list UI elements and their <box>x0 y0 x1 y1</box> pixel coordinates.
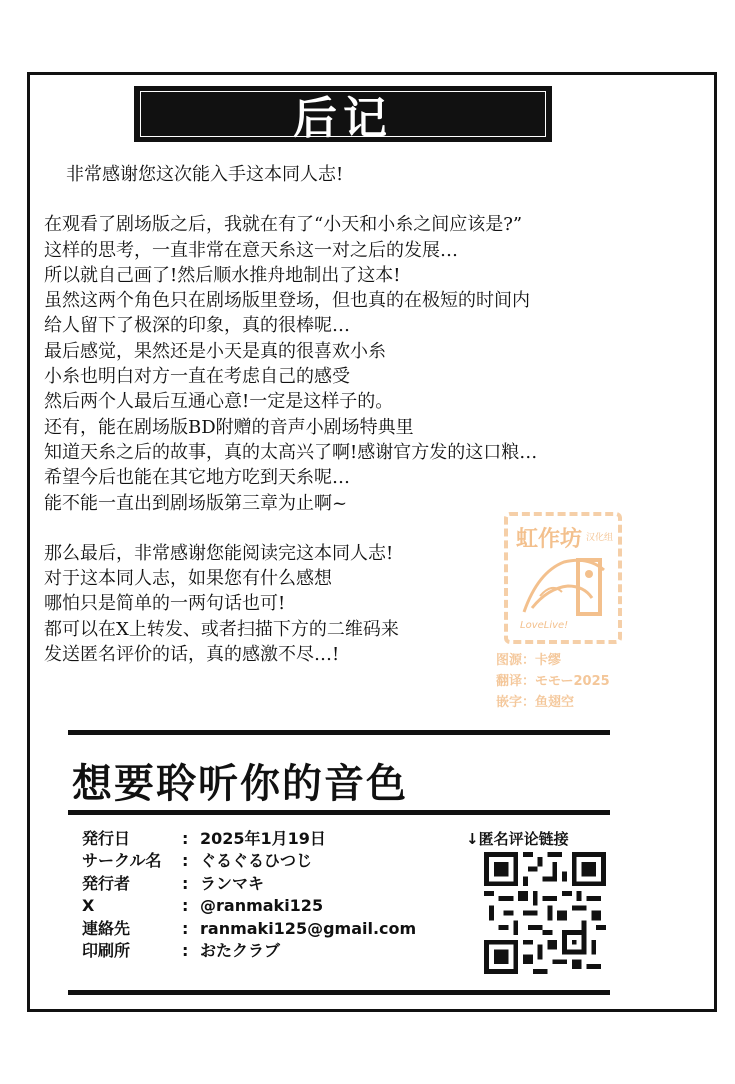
qr-code-icon[interactable] <box>484 852 606 974</box>
colophon-sep: : <box>182 918 189 938</box>
colophon-row <box>82 828 416 850</box>
translation-group-stamp <box>504 512 622 644</box>
text-line: 然后两个人最后互通心意!一定是这样子的。 <box>44 391 394 413</box>
text-line: 最后感觉，果然还是小天是真的很喜欢小糸 <box>44 340 386 362</box>
colophon-value: ランマキ <box>200 873 265 893</box>
stamp-tag: LoveLive! <box>520 620 569 631</box>
colophon-value-x[interactable]: @ranmaki125 <box>200 896 324 916</box>
stamp-illustration-icon <box>518 552 610 620</box>
colophon-sep: : <box>182 873 189 893</box>
text-line: 虽然这两个角色只在剧场版里登场，但也真的在极短的时间内 <box>44 290 530 312</box>
colophon-row <box>82 918 416 940</box>
colophon-value: 2025年1月19日 <box>200 829 326 848</box>
colophon-value: ぐるぐるひつじ <box>200 851 313 871</box>
colophon-key: X <box>82 896 95 916</box>
text-line: 对于这本同人志，如果您有什么感想 <box>44 568 332 590</box>
colophon-sep: : <box>182 941 189 961</box>
colophon-sep: : <box>182 851 189 871</box>
colophon-key: 連絡先 <box>82 918 131 938</box>
text-line: 还有，能在剧场版BD附赠的音声小剧场特典里 <box>44 416 414 438</box>
qr-label: ↓匿名评论链接 <box>466 830 569 848</box>
stamp-group: 汉化组 <box>586 533 614 543</box>
colophon-sep: : <box>182 896 189 916</box>
text-line: 这样的思考，一直非常在意天糸这一对之后的发展… <box>44 239 458 261</box>
credit-typesetter: 嵌字：鱼翅空 <box>496 695 575 710</box>
colophon-key: 発行日 <box>82 829 131 848</box>
colophon-key: サークル名 <box>82 851 162 871</box>
text-line: 非常感谢您这次能入手这本同人志! <box>66 164 344 185</box>
colophon-row <box>82 895 416 917</box>
colophon-row <box>82 873 416 895</box>
colophon-row <box>82 850 416 872</box>
text-line: 都可以在X上转发、或者扫描下方的二维码来 <box>44 618 399 640</box>
title-banner-inner <box>140 91 546 144</box>
text-line: 那么最后，非常感谢您能阅读完这本同人志! <box>44 542 394 564</box>
colophon-key: 印刷所 <box>82 941 131 961</box>
text-line: 发送匿名评价的话，真的感激不尽…! <box>44 644 340 666</box>
credits <box>496 650 610 713</box>
top-rule <box>68 730 610 735</box>
text-line: 能不能一直出到剧场版第三章为止啊~ <box>44 492 348 514</box>
colophon-row <box>82 940 416 962</box>
page-title: 后记 <box>293 93 393 144</box>
colophon-value-email[interactable]: ranmaki125@gmail.com <box>200 918 417 938</box>
book-title: 想要聆听你的音色 <box>72 761 408 807</box>
stamp-name: 虹作坊 <box>516 527 583 552</box>
text-line: 知道天糸之后的故事，真的太高兴了啊!感谢官方发的这口粮… <box>44 441 538 463</box>
colophon-value: おたクラブ <box>200 941 281 961</box>
credit-source: 图源：卡缪 <box>496 653 562 668</box>
text-line: 所以就自己画了!然后顺水推舟地制出了这本! <box>44 264 401 286</box>
middle-rule <box>68 810 610 815</box>
credit-translator: 翻译：モモー2025 <box>496 674 610 689</box>
title-banner <box>134 86 552 142</box>
colophon <box>82 828 416 962</box>
colophon-sep: : <box>182 829 189 848</box>
colophon-key: 発行者 <box>82 873 131 893</box>
text-line: 在观看了剧场版之后，我就在有了“小天和小糸之间应该是?” <box>44 214 523 236</box>
text-line: 哪怕只是简单的一两句话也可! <box>44 593 286 615</box>
text-line: 希望今后也能在其它地方吃到天糸呢… <box>44 467 350 489</box>
bottom-rule <box>68 990 610 995</box>
text-line: 给人留下了极深的印象，真的很棒呢… <box>44 315 350 337</box>
text-line: 小糸也明白对方一直在考虑自己的感受 <box>44 366 350 388</box>
